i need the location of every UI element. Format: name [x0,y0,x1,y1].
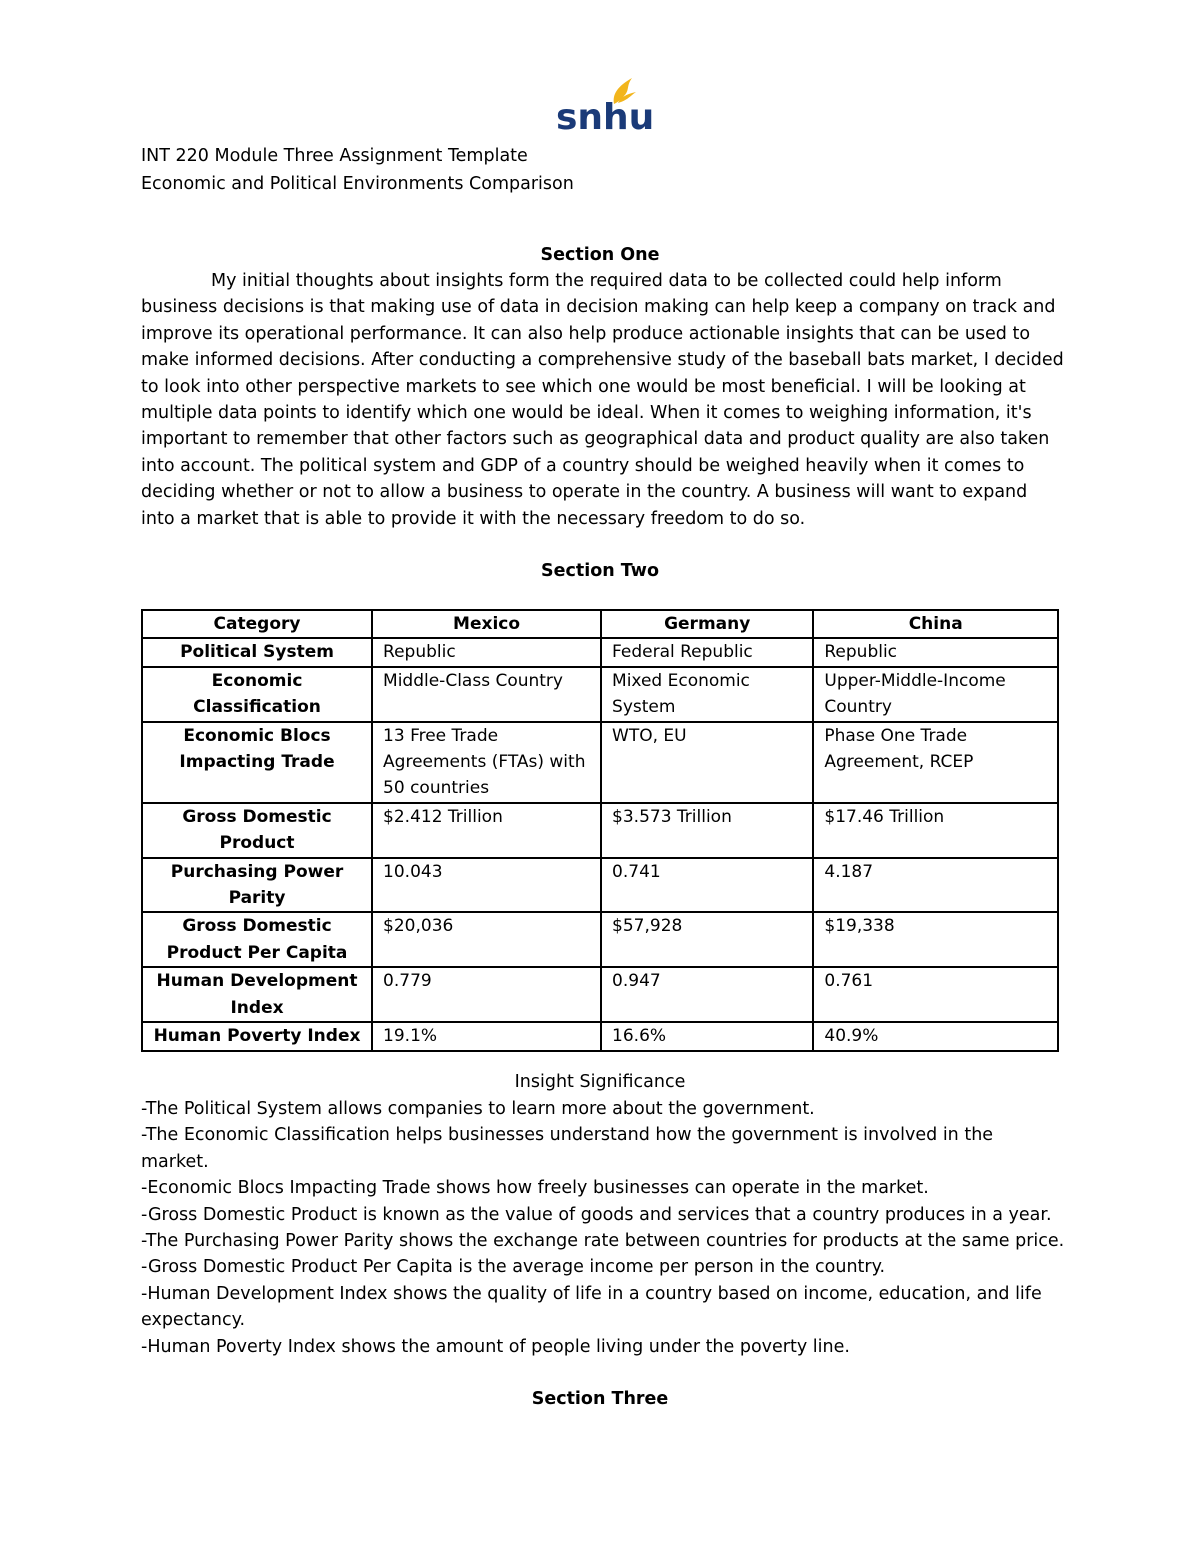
cell-mexico: $20,036 [372,912,601,967]
assignment-title: INT 220 Module Three Assignment Template [141,146,528,166]
table-row [142,858,1058,913]
cell-germany: 16.6% [601,1022,813,1050]
cell-mexico: Middle-Class Country [372,667,601,722]
table-row [142,722,1058,803]
table-row [142,1022,1058,1050]
cell-china: 40.9% [813,1022,1058,1050]
row-label: Gross Domestic Product Per Capita [142,912,372,967]
cell-china: 0.761 [813,967,1058,1022]
cell-mexico: 19.1% [372,1022,601,1050]
table-row [142,667,1058,722]
cell-germany: $3.573 Trillion [601,803,813,858]
snhu-logo [552,74,655,138]
section-one-title: Section One [540,245,660,265]
cell-china: Phase One Trade Agreement, RCEP [813,722,1058,803]
row-label: Purchasing Power Parity [142,858,372,913]
cell-germany: Mixed Economic System [601,667,813,722]
insight-item: -Gross Domestic Product Per Capita is the average income per person in the country. [141,1257,886,1278]
cell-germany: 0.741 [601,858,813,913]
cell-mexico: 0.779 [372,967,601,1022]
insight-item: -Human Development Index shows the quality of life in a country based on income, education, and life expectancy. [141,1283,1042,1331]
section-two-title: Section Two [541,561,659,581]
table-header-row [142,610,1058,638]
section-three-title: Section Three [531,1389,669,1409]
assignment-subtitle: Economic and Political Environments Comparison [141,174,574,194]
row-label: Human Development Index [142,967,372,1022]
cell-china: 4.187 [813,858,1058,913]
cell-china: Republic [813,638,1058,666]
table-row [142,967,1058,1022]
table-row [142,803,1058,858]
row-label: Political System [142,638,372,666]
insight-item: -The Political System allows companies to learn more about the government. [141,1099,815,1119]
insight-item: -Gross Domestic Product is known as the value of goods and services that a country produces in a year. [141,1204,1052,1225]
cell-mexico: 13 Free Trade Agreements (FTAs) with 50 countries [372,722,601,803]
insight-list [141,1096,1066,1360]
insight-item: -Human Poverty Index shows the amount of people living under the poverty line. [141,1336,850,1357]
snhu-logo-graphic [552,74,655,138]
header-category: Category [142,610,372,638]
cell-china: Upper-Middle-Income Country [813,667,1058,722]
insight-significance-title: Insight Significance [514,1072,686,1092]
insight-item: -The Purchasing Power Parity shows the exchange rate between countries for products at the same price. [141,1231,1065,1252]
table-row [142,638,1058,666]
cell-china: $17.46 Trillion [813,803,1058,858]
cell-mexico: 10.043 [372,858,601,913]
header-germany: Germany [601,610,813,638]
row-label: Economic Blocs Impacting Trade [142,722,372,803]
header-mexico: Mexico [372,610,601,638]
section-one-body: My initial thoughts about insights form the required data to be collected could help inform business decisions is that making use of data in decision making can help keep a company on track and improve its operational performance. It can also help produce actionable insights that can be used to make informed decisions. After conducting a comprehensive study of the baseball bats market, I decided to look into other perspective markets to see which one would be most beneficial. I will be looking at multiple data points to identify which one would be ideal. When it comes to weighing information, it's important to remember that other factors such as geographical data and product quality are also taken into account. The political system and GDP of a country should be weighed heavily when it comes to deciding whether or not to allow a business to operate in the country. A business will want to expand into a market that is able to provide it with the necessary freedom to do so. [141,271,1064,529]
header-china: China [813,610,1058,638]
table-row [142,912,1058,967]
comparison-table [141,609,1059,1052]
cell-mexico: $2.412 Trillion [372,803,601,858]
row-label: Human Poverty Index [142,1022,372,1050]
cell-germany: $57,928 [601,912,813,967]
logo-text: snhu [556,97,655,138]
cell-germany: WTO, EU [601,722,813,803]
row-label: Economic Classification [142,667,372,722]
insight-item: -The Economic Classification helps businesses understand how the government is involved in the market. [141,1125,994,1172]
cell-germany: Federal Republic [601,638,813,666]
insight-item: -Economic Blocs Impacting Trade shows how freely businesses can operate in the market. [141,1178,929,1199]
cell-china: $19,338 [813,912,1058,967]
cell-mexico: Republic [372,638,601,666]
cell-germany: 0.947 [601,967,813,1022]
row-label: Gross Domestic Product [142,803,372,858]
